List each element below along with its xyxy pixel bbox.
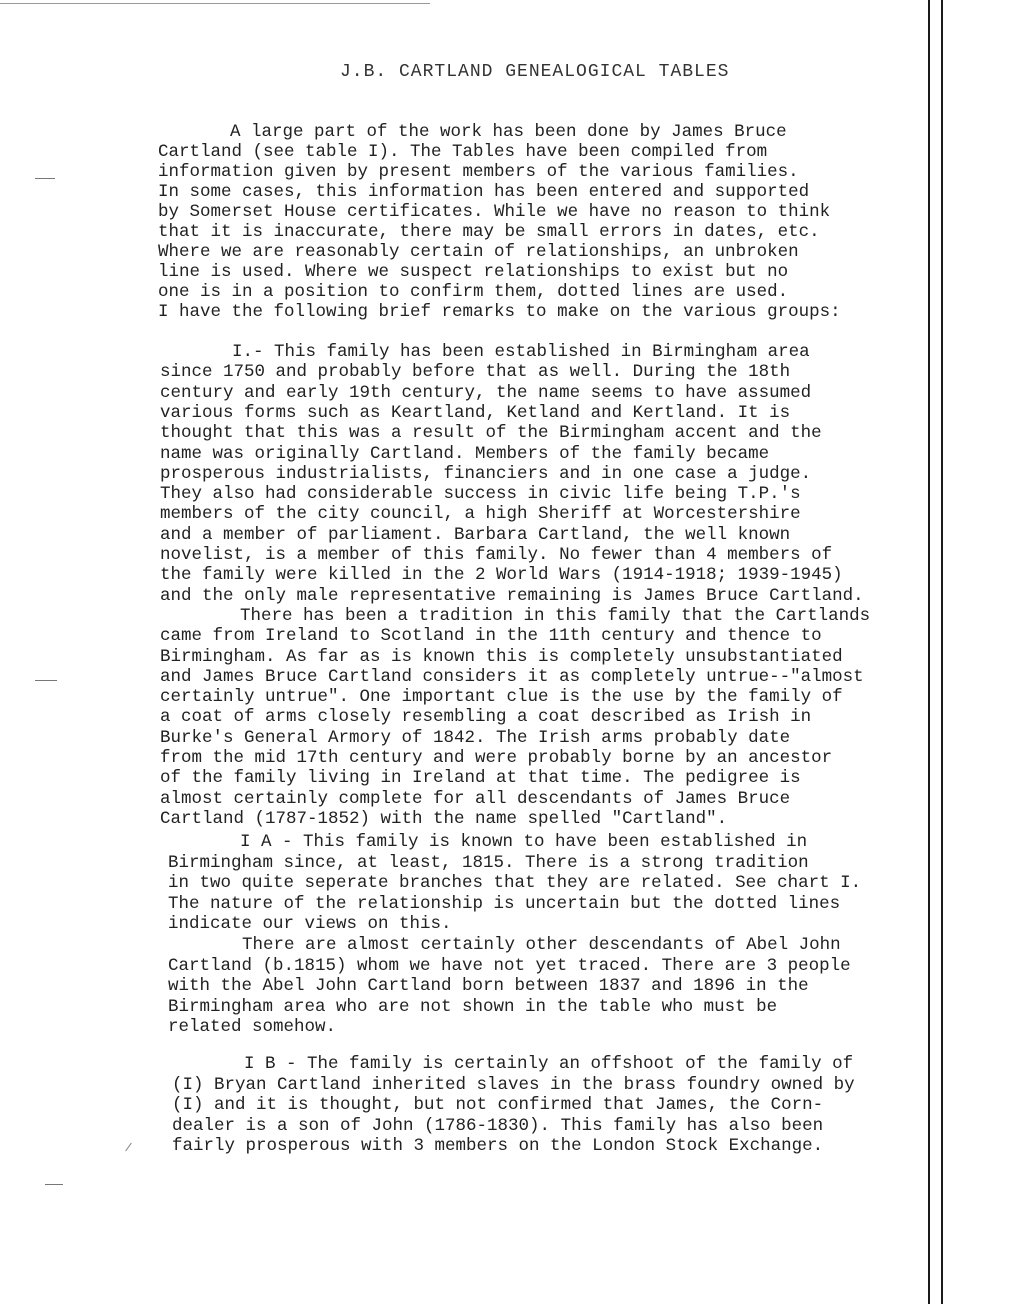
text-line: in two quite seperate branches that they are related. See chart I.	[168, 873, 862, 893]
text-line: I have the following brief remarks to make on the various groups:	[158, 302, 841, 322]
text-line: There has been a tradition in this family that the Cartlands	[240, 606, 871, 626]
text-line: that it is inaccurate, there may be small errors in dates, etc.	[158, 222, 820, 242]
text-line: line is used. Where we suspect relationships to exist but no	[158, 262, 789, 282]
text-line: information given by present members of the various families.	[158, 162, 799, 182]
margin-mark	[45, 1184, 63, 1185]
text-line: (I) Bryan Cartland inherited slaves in the brass foundry owned by	[172, 1075, 855, 1095]
margin-mark	[35, 680, 57, 681]
document-title: J.B. CARTLAND GENEALOGICAL TABLES	[340, 62, 730, 82]
text-line: since 1750 and probably before that as well. During the 18th	[160, 362, 791, 382]
text-line: certainly untrue". One important clue is the use by the family of	[160, 687, 843, 707]
text-line: dealer is a son of John (1786-1830). This family has also been	[172, 1116, 824, 1136]
text-line: and the only male representative remaining is James Bruce Cartland.	[160, 586, 864, 606]
text-line: a coat of arms closely resembling a coat described as Irish in	[160, 707, 812, 727]
margin-mark	[35, 178, 55, 179]
text-line: They also had considerable success in civic life being T.P.'s	[160, 484, 801, 504]
text-line: by Somerset House certificates. While we have no reason to think	[158, 202, 831, 222]
text-line: Birmingham since, at least, 1815. There is a strong tradition	[168, 853, 809, 873]
text-line: I A - This family is known to have been established in	[240, 832, 808, 852]
text-line: Where we are reasonably certain of relationships, an unbroken	[158, 242, 799, 262]
text-line: Birmingham area who are not shown in the table who must be	[168, 997, 778, 1017]
vertical-rule-right	[941, 0, 943, 1304]
margin-tick	[125, 1143, 132, 1152]
text-line: A large part of the work has been done by James Bruce	[230, 122, 787, 142]
text-line: Burke's General Armory of 1842. The Irish arms probably date	[160, 728, 791, 748]
text-line: and James Bruce Cartland considers it as completely untrue--"almost	[160, 667, 864, 687]
text-line: fairly prosperous with 3 members on the London Stock Exchange.	[172, 1136, 824, 1156]
text-line: novelist, is a member of this family. No fewer than 4 members of	[160, 545, 833, 565]
text-line: Cartland (see table I). The Tables have been compiled from	[158, 142, 768, 162]
text-line: century and early 19th century, the name seems to have assumed	[160, 383, 812, 403]
text-line: Cartland (b.1815) whom we have not yet traced. There are 3 people	[168, 956, 851, 976]
text-line: almost certainly complete for all descendants of James Bruce	[160, 789, 791, 809]
text-line: indicate our views on this.	[168, 914, 452, 934]
text-line: name was originally Cartland. Members of the family became	[160, 444, 770, 464]
vertical-rule-left	[928, 0, 930, 1304]
text-line: members of the city council, a high Sheriff at Worcestershire	[160, 504, 801, 524]
text-line: the family were killed in the 2 World Wars (1914-1918; 1939-1945)	[160, 565, 843, 585]
text-line: In some cases, this information has been entered and supported	[158, 182, 810, 202]
text-line: of the family living in Ireland at that time. The pedigree is	[160, 768, 801, 788]
text-line: (I) and it is thought, but not confirmed that James, the Corn-	[172, 1095, 824, 1115]
text-line: Cartland (1787-1852) with the name spelled "Cartland".	[160, 809, 728, 829]
text-line: prosperous industrialists, financiers and in one case a judge.	[160, 464, 812, 484]
text-line: I B - The family is certainly an offshoot of the family of	[244, 1054, 854, 1074]
text-line: various forms such as Keartland, Ketland and Kertland. It is	[160, 403, 791, 423]
text-line: came from Ireland to Scotland in the 11th century and thence to	[160, 626, 822, 646]
text-line: thought that this was a result of the Birmingham accent and the	[160, 423, 822, 443]
text-line: related somehow.	[168, 1017, 337, 1037]
text-line: There are almost certainly other descendants of Abel John	[242, 935, 841, 955]
text-line: with the Abel John Cartland born between 1837 and 1896 in the	[168, 976, 809, 996]
text-line: I.- This family has been established in Birmingham area	[232, 342, 810, 362]
text-line: one is in a position to confirm them, dotted lines are used.	[158, 282, 789, 302]
top-edge-line	[0, 3, 430, 4]
text-line: and a member of parliament. Barbara Cartland, the well known	[160, 525, 791, 545]
text-line: The nature of the relationship is uncertain but the dotted lines	[168, 894, 841, 914]
text-line: from the mid 17th century and were probably borne by an ancestor	[160, 748, 833, 768]
text-line: Birmingham. As far as is known this is completely unsubstantiated	[160, 647, 843, 667]
